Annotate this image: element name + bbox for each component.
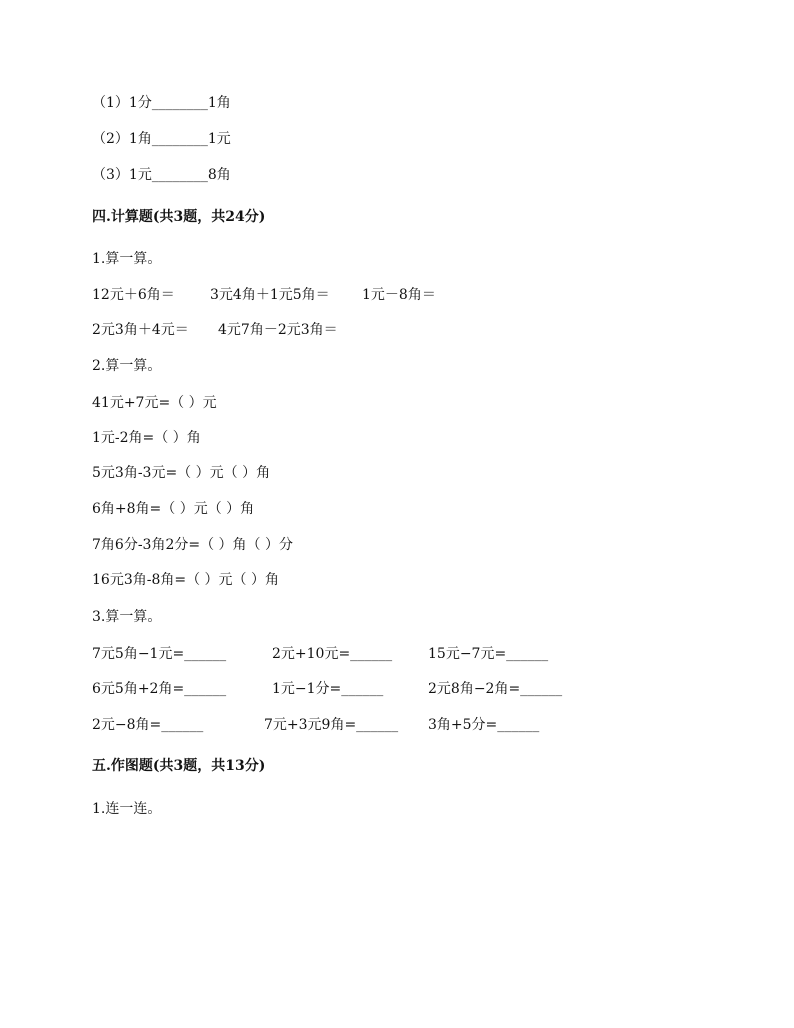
item-expression: 1角________1元 <box>128 131 231 147</box>
q2-item-3: 5元3角-3元=（ ）元（ ）角 <box>92 465 271 481</box>
q2-item-4: 6角+8角=（ ）元（ ）角 <box>92 501 255 517</box>
q1-expr-3: 1元－8角＝ <box>362 287 436 303</box>
compare-item-1 <box>92 94 231 112</box>
q3-expr-5: 1元−1分=______ <box>272 681 384 697</box>
q3-expr-3: 15元−7元=______ <box>428 646 549 662</box>
q2-item-1: 41元+7元=（ ）元 <box>92 395 217 411</box>
q3-expr-4: 6元5角+2角=______ <box>92 681 227 697</box>
q1-expr-5: 4元7角－2元3角＝ <box>218 322 338 338</box>
q1-expr-4: 2元3角＋4元＝ <box>92 322 189 338</box>
q3-expr-2: 2元+10元=______ <box>272 646 393 662</box>
q3-expr-8: 7元+3元9角=______ <box>264 717 399 733</box>
q1-expr-1: 12元＋6角＝ <box>92 287 175 303</box>
q3-expr-9: 3角+5分=______ <box>428 717 540 733</box>
q3-expr-6: 2元8角−2角=______ <box>428 681 563 697</box>
q3-label: 3.算一算。 <box>92 609 162 625</box>
q2-label: 2.算一算。 <box>92 358 162 374</box>
s5-q1-label: 1.连一连。 <box>92 801 162 817</box>
q1-expr-2: 3元4角＋1元5角＝ <box>210 287 330 303</box>
q2-item-6: 16元3角-8角=（ ）元（ ）角 <box>92 572 279 588</box>
section-4-heading: 四.计算题(共3题，共24分) <box>92 209 266 225</box>
section-5-heading: 五.作图题(共3题，共13分) <box>92 758 266 774</box>
item-number: （1） <box>92 95 129 111</box>
q3-expr-7: 2元−8角=______ <box>92 717 204 733</box>
item-expression: 1元________8角 <box>128 167 231 183</box>
compare-item-2 <box>92 130 231 148</box>
q2-item-2: 1元-2角=（ ）角 <box>92 430 201 446</box>
q2-item-5: 7角6分-3角2分=（ ）角（ ）分 <box>92 537 293 553</box>
compare-item-3 <box>92 166 231 184</box>
q1-label: 1.算一算。 <box>92 251 162 267</box>
item-number: （3） <box>92 167 129 183</box>
item-number: （2） <box>92 131 129 147</box>
item-expression: 1分________1角 <box>128 95 231 111</box>
q3-expr-1: 7元5角−1元=______ <box>92 646 227 662</box>
